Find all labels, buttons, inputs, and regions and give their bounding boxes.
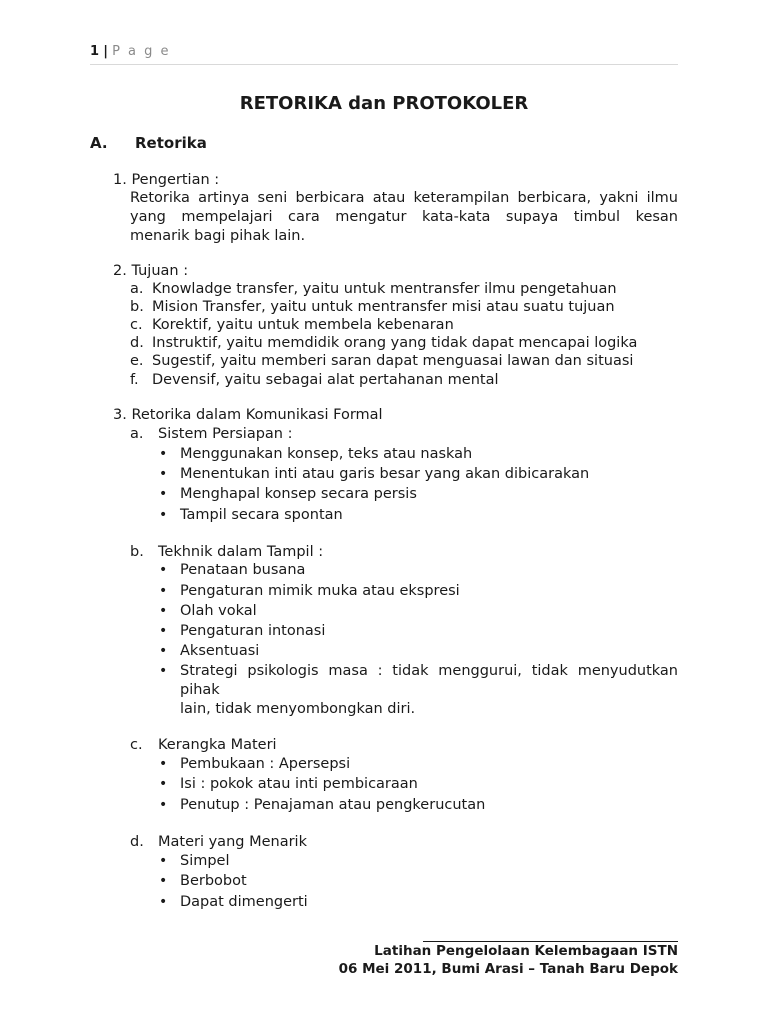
pengertian-line: yang mempelajari cara mengatur kata-kata supaya timbul kesan: [130, 209, 678, 225]
bullet-text: Simpel: [180, 853, 230, 869]
page-separator: |: [103, 44, 108, 59]
section-name: Retorika: [135, 134, 207, 152]
bullet-text: Isi : pokok atau inti pembicaraan: [180, 776, 418, 792]
bullet-icon: •: [159, 507, 168, 523]
sub-heading: Kerangka Materi: [158, 737, 277, 753]
list-text: Knowladge transfer, yaitu untuk mentransfer ilmu pengetahuan: [152, 281, 617, 297]
list-marker: f.: [130, 372, 139, 388]
footer-divider: [423, 941, 678, 942]
list-text: Sugestif, yaitu memberi saran dapat menguasai lawan dan situasi: [152, 353, 634, 369]
sub-heading: Materi yang Menarik: [158, 834, 307, 850]
bullet-icon: •: [159, 466, 168, 482]
footer-line-1: Latihan Pengelolaan Kelembagaan ISTN: [374, 943, 678, 959]
list-text: Devensif, yaitu sebagai alat pertahanan mental: [152, 372, 499, 388]
list-marker: c.: [130, 317, 143, 333]
bullet-text: Berbobot: [180, 873, 247, 889]
bullet-continuation: lain, tidak menyombongkan diri.: [180, 701, 416, 717]
bullet-text: Pengaturan mimik muka atau ekspresi: [180, 583, 460, 599]
sub-marker: d.: [130, 834, 144, 850]
list-text: Mision Transfer, yaitu untuk mentransfer misi atau suatu tujuan: [152, 299, 615, 315]
bullet-icon: •: [159, 853, 168, 869]
bullet-icon: •: [159, 873, 168, 889]
list-marker: d.: [130, 335, 144, 351]
pengertian-line: menarik bagi pihak lain.: [130, 228, 306, 244]
sub-marker: b.: [130, 544, 144, 560]
bullet-text: Penutup : Penajaman atau pengkerucutan: [180, 797, 486, 813]
bullet-text: Tampil secara spontan: [180, 507, 343, 523]
list-marker: a.: [130, 281, 144, 297]
list-text: Instruktif, yaitu memdidik orang yang tidak dapat mencapai logika: [152, 335, 638, 351]
bullet-text: Menentukan inti atau garis besar yang akan dibicarakan: [180, 466, 590, 482]
list-marker: e.: [130, 353, 144, 369]
bullet-text: Olah vokal: [180, 603, 257, 619]
bullet-text: Aksentuasi: [180, 643, 260, 659]
bullet-icon: •: [159, 797, 168, 813]
section-letter: A.: [90, 134, 108, 152]
bullet-continuation: pihak: [180, 682, 220, 698]
list-text: Korektif, yaitu untuk membela kebenaran: [152, 317, 454, 333]
bullet-text: Menggunakan konsep, teks atau naskah: [180, 446, 473, 462]
tujuan-heading: 2. Tujuan :: [113, 263, 189, 279]
bullet-icon: •: [159, 756, 168, 772]
bullet-icon: •: [159, 776, 168, 792]
bullet-icon: •: [159, 623, 168, 639]
page-label: P a g e: [112, 44, 171, 59]
bullet-text: Menghapal konsep secara persis: [180, 486, 417, 502]
bullet-text: Penataan busana: [180, 562, 306, 578]
document-title: RETORIKA dan PROTOKOLER: [239, 93, 529, 114]
sub-heading: Tekhnik dalam Tampil :: [158, 544, 324, 560]
bullet-text: Dapat dimengerti: [180, 894, 308, 910]
bullet-text: Pembukaan : Apersepsi: [180, 756, 351, 772]
list-marker: b.: [130, 299, 144, 315]
bullet-icon: •: [159, 643, 168, 659]
bullet-text: Pengaturan intonasi: [180, 623, 326, 639]
pengertian-line: Retorika artinya seni berbicara atau keterampilan berbicara, yakni ilmu: [130, 190, 678, 206]
bullet-icon: •: [159, 446, 168, 462]
sub-marker: c.: [130, 737, 143, 753]
bullet-text: Strategi psikologis masa : tidak menggurui, tidak menyudutkan: [180, 663, 678, 679]
bullet-icon: •: [159, 583, 168, 599]
bullet-icon: •: [159, 663, 168, 679]
pengertian-heading: 1. Pengertian :: [113, 172, 220, 188]
footer-line-2: 06 Mei 2011, Bumi Arasi – Tanah Baru Depok: [338, 961, 678, 977]
page-header: [90, 44, 678, 65]
bullet-icon: •: [159, 894, 168, 910]
bullet-icon: •: [159, 486, 168, 502]
sub-marker: a.: [130, 426, 144, 442]
bullet-icon: •: [159, 562, 168, 578]
page-number: 1: [90, 44, 100, 59]
sub-heading: Sistem Persiapan :: [158, 426, 293, 442]
komunikasi-heading: 3. Retorika dalam Komunikasi Formal: [113, 407, 383, 423]
bullet-icon: •: [159, 603, 168, 619]
